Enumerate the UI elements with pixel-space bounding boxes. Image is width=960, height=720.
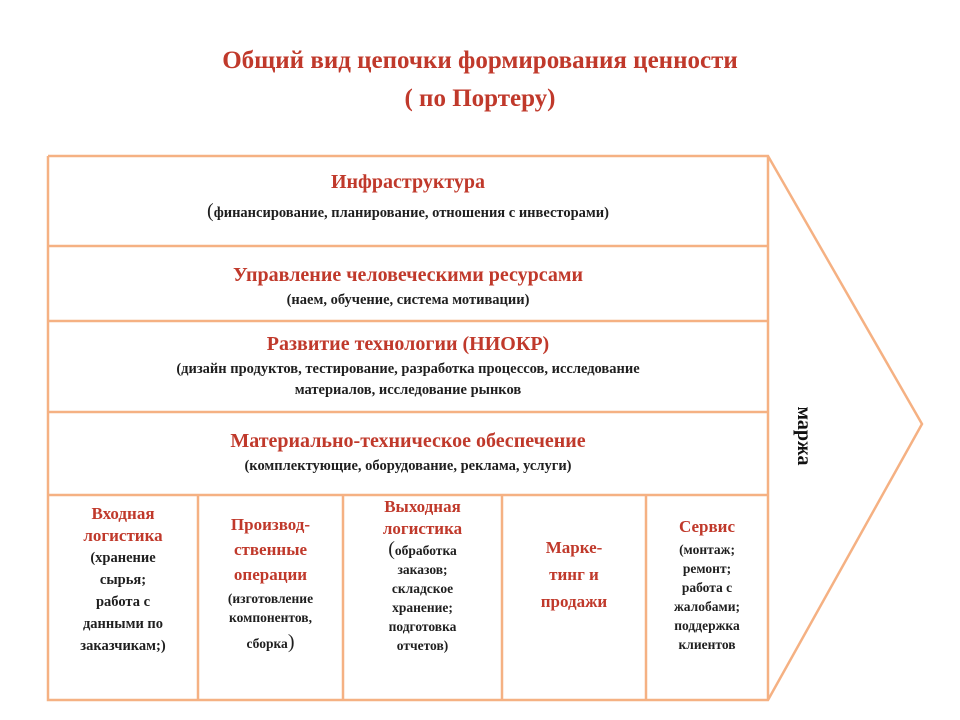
cell-operations bbox=[200, 512, 341, 653]
cell-head: логистика bbox=[382, 519, 463, 538]
cell-head: операции bbox=[233, 565, 308, 584]
cell-sub: поддержка bbox=[674, 618, 740, 633]
cell-sub: работа с bbox=[681, 580, 733, 595]
cell-sub: (монтаж; bbox=[679, 542, 735, 557]
band-sub: (дизайн продуктов, тестирование, разработка процессов, исследование bbox=[176, 361, 640, 377]
cell-sub: жалобами; bbox=[674, 599, 740, 614]
band-sub: (финансирование, планирование, отношения с инвесторами) bbox=[207, 200, 609, 222]
cell-head: Входная bbox=[91, 504, 155, 523]
margin-label: маржа bbox=[793, 406, 815, 466]
cell-sub: заказов; bbox=[397, 562, 448, 577]
cell-head: Выходная bbox=[384, 497, 461, 516]
cell-sub: (хранение bbox=[90, 550, 156, 566]
band-sub: (наем, обучение, система мотивации) bbox=[286, 292, 530, 308]
cell-head: Марке- bbox=[545, 538, 603, 557]
band-sub: (комплектующие, оборудование, реклама, услуги) bbox=[244, 458, 572, 474]
cell-head: логистика bbox=[83, 526, 163, 545]
cell-sub: компонентов, bbox=[229, 610, 312, 625]
cell-sub: хранение; bbox=[392, 600, 453, 615]
cell-sub: заказчикам;) bbox=[80, 638, 166, 654]
diagram-title: Общий вид цепочки формирования ценности bbox=[222, 47, 738, 74]
diagram-subtitle: ( по Портеру) bbox=[404, 85, 556, 112]
cell-head: тинг и bbox=[549, 565, 599, 584]
band-head: Развитие технологии (НИОКР) bbox=[266, 333, 550, 355]
cell-sub: отчетов) bbox=[396, 638, 449, 653]
cell-head: Производ- bbox=[230, 515, 311, 534]
cell-service bbox=[648, 514, 766, 654]
cell-head: ственные bbox=[233, 540, 308, 559]
cell-sub: подготовка bbox=[388, 619, 457, 634]
band-procurement bbox=[48, 429, 768, 476]
cell-head: Сервис bbox=[678, 517, 735, 536]
cell-sub: сборка) bbox=[246, 631, 295, 653]
band-head: Управление человеческими ресурсами bbox=[232, 264, 584, 286]
band-infrastructure bbox=[48, 170, 768, 223]
cell-marketing-sales bbox=[504, 534, 644, 615]
cell-sub: ремонт; bbox=[682, 561, 732, 576]
cell-sub: сырья; bbox=[99, 572, 147, 588]
cell-inbound-logistics bbox=[50, 503, 196, 657]
cell-head: продажи bbox=[540, 592, 608, 611]
band-sub: материалов, исследование рынков bbox=[294, 382, 522, 398]
cell-sub: клиентов bbox=[678, 637, 736, 652]
cell-outbound-logistics bbox=[345, 496, 500, 655]
cell-sub: складское bbox=[391, 581, 454, 596]
cell-sub: (изготовление bbox=[227, 591, 314, 606]
band-head: Материально-техническое обеспечение bbox=[230, 430, 586, 452]
cell-sub: работа с bbox=[95, 594, 151, 610]
band-technology bbox=[48, 332, 768, 400]
cell-sub: (обработка bbox=[388, 538, 457, 560]
band-hr-management bbox=[48, 263, 768, 310]
band-head: Инфраструктура bbox=[330, 171, 486, 193]
cell-sub: данными по bbox=[82, 616, 164, 632]
